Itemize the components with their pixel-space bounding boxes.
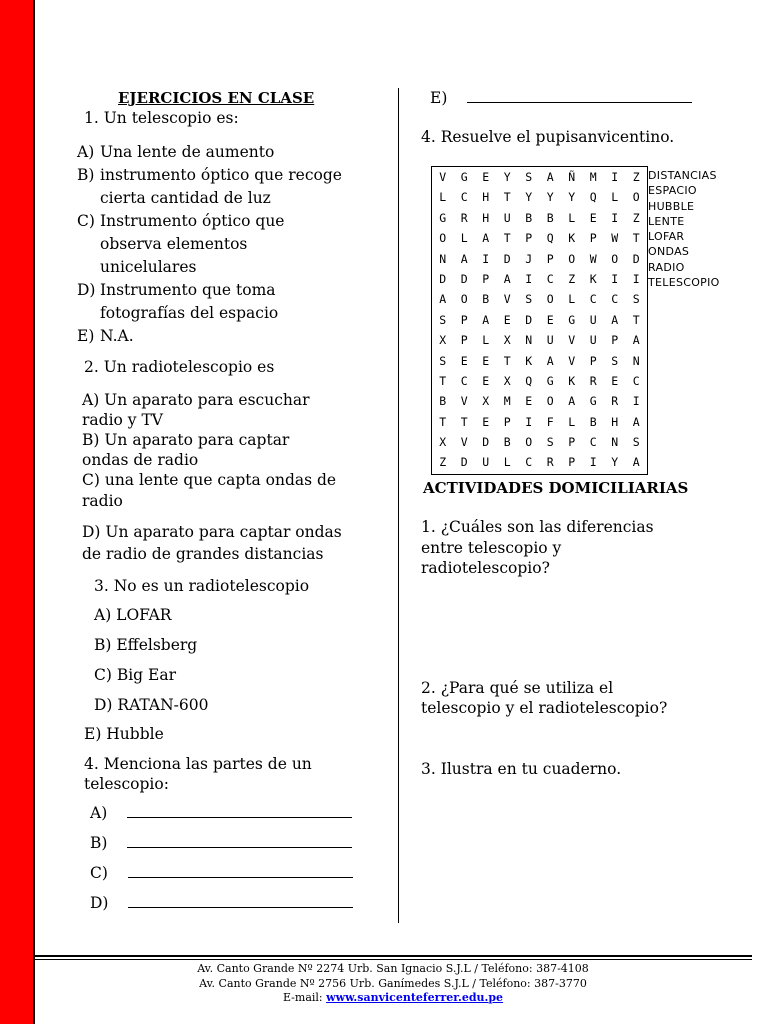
grid-cell[interactable]: E — [546, 312, 554, 327]
grid-cell[interactable]: S — [546, 435, 554, 450]
grid-row — [432, 228, 647, 248]
word-list-item: RADIO — [648, 260, 685, 274]
homework-2-cont: telescopio y el radiotelescopio? — [421, 699, 668, 717]
grid-cell[interactable]: V — [460, 394, 468, 409]
q1-option: D) Instrumento que toma — [77, 281, 276, 299]
grid-cell[interactable]: J — [525, 251, 533, 266]
section-title-class-exercises: EJERCICIOS EN CLASE — [118, 89, 315, 107]
grid-cell[interactable]: Q — [525, 373, 533, 388]
grid-cell[interactable]: Q — [546, 231, 554, 246]
q2-line: A) Un aparato para escuchar — [82, 391, 310, 409]
grid-row — [432, 391, 647, 411]
grid-cell[interactable]: Q — [589, 190, 597, 205]
grid-cell[interactable]: U — [589, 333, 597, 348]
q3-option: B) Effelsberg — [94, 636, 198, 654]
q1-option: observa elementos — [100, 235, 248, 253]
word-list-item: ESPACIO — [648, 184, 697, 198]
grid-cell[interactable]: D — [439, 271, 447, 286]
grid-cell[interactable]: P — [546, 251, 554, 266]
grid-cell[interactable]: S — [439, 353, 447, 368]
grid-cell[interactable]: O — [525, 435, 533, 450]
grid-cell[interactable]: E — [482, 170, 490, 184]
grid-cell[interactable]: L — [482, 333, 490, 348]
grid-cell[interactable]: L — [568, 210, 576, 225]
grid-cell[interactable]: N — [632, 353, 640, 368]
grid-cell[interactable]: P — [611, 333, 619, 348]
grid-cell[interactable]: E — [482, 414, 490, 429]
grid-cell[interactable]: K — [568, 373, 576, 388]
grid-cell[interactable]: R — [460, 210, 468, 225]
puzzle-title: 4. Resuelve el pupisanvicentino. — [421, 128, 675, 146]
grid-cell[interactable]: I — [611, 210, 619, 225]
grid-cell[interactable]: B — [546, 210, 554, 225]
grid-cell[interactable]: N — [525, 333, 533, 348]
grid-cell[interactable]: G — [460, 170, 468, 184]
grid-cell[interactable]: L — [568, 414, 576, 429]
grid-cell[interactable]: P — [589, 353, 597, 368]
grid-cell[interactable]: P — [460, 333, 468, 348]
grid-cell[interactable]: C — [546, 271, 554, 286]
grid-cell[interactable]: I — [589, 455, 597, 470]
grid-cell[interactable]: T — [503, 190, 511, 205]
grid-cell[interactable]: P — [525, 231, 533, 246]
grid-row — [432, 167, 647, 187]
grid-cell[interactable]: S — [632, 435, 640, 450]
grid-cell[interactable]: V — [439, 170, 447, 184]
grid-cell[interactable]: U — [546, 333, 554, 348]
grid-cell[interactable]: C — [611, 292, 619, 307]
grid-cell[interactable]: P — [568, 455, 576, 470]
grid-cell[interactable]: D — [482, 435, 490, 450]
q1-option: cierta cantidad de luz — [100, 189, 271, 207]
grid-cell[interactable]: I — [632, 271, 640, 286]
grid-cell[interactable]: C — [460, 373, 468, 388]
q1-option: unicelulares — [100, 258, 197, 276]
grid-cell[interactable]: Y — [611, 455, 619, 470]
question-1: 1. Un telescopio es: — [84, 109, 239, 127]
grid-row — [432, 452, 647, 472]
grid-cell[interactable]: H — [611, 414, 619, 429]
grid-cell[interactable]: E — [611, 373, 619, 388]
grid-cell[interactable]: W — [611, 231, 619, 246]
grid-cell[interactable]: Y — [568, 190, 576, 205]
question-2: 2. Un radiotelescopio es — [84, 358, 275, 376]
word-list-item: TELESCOPIO — [648, 276, 720, 290]
homework-1: 1. ¿Cuáles son las diferencias — [421, 518, 654, 536]
grid-cell[interactable]: T — [439, 373, 447, 388]
grid-cell[interactable]: P — [589, 231, 597, 246]
grid-cell[interactable]: L — [503, 455, 511, 470]
grid-row — [432, 432, 647, 452]
column-divider — [398, 88, 399, 923]
q1-option: C) Instrumento óptico que — [77, 212, 285, 230]
grid-cell[interactable]: O — [546, 292, 554, 307]
grid-cell[interactable]: P — [503, 414, 511, 429]
q2-line: radio y TV — [82, 411, 164, 429]
grid-cell[interactable]: T — [439, 414, 447, 429]
grid-row — [432, 330, 647, 350]
grid-cell[interactable]: B — [503, 435, 511, 450]
grid-cell[interactable]: V — [460, 435, 468, 450]
q1-option: fotografías del espacio — [100, 304, 279, 322]
grid-cell[interactable]: X — [439, 333, 447, 348]
grid-cell[interactable]: H — [482, 210, 490, 225]
grid-cell[interactable]: X — [503, 373, 511, 388]
grid-cell[interactable]: Z — [439, 455, 447, 470]
grid-cell[interactable]: E — [482, 373, 490, 388]
grid-cell[interactable]: A — [503, 271, 511, 286]
grid-cell[interactable]: S — [632, 292, 640, 307]
grid-cell[interactable]: O — [460, 292, 468, 307]
grid-cell[interactable]: R — [611, 394, 619, 409]
grid-cell[interactable]: O — [546, 394, 554, 409]
answer-blank-e[interactable]: E) — [430, 88, 692, 108]
footer-address-2: Av. Canto Grande Nº 2756 Urb. Ganímedes S.J.L / Teléfono: 387-3770 — [199, 977, 587, 990]
grid-cell[interactable]: G — [589, 394, 597, 409]
grid-cell[interactable]: B — [525, 210, 533, 225]
footer-rule — [34, 955, 752, 957]
grid-cell[interactable]: B — [439, 394, 447, 409]
word-list — [648, 168, 720, 290]
grid-cell[interactable]: G — [568, 312, 576, 327]
grid-cell[interactable]: U — [482, 455, 490, 470]
grid-cell[interactable]: T — [503, 231, 511, 246]
q2-line: radio — [82, 492, 123, 510]
grid-cell[interactable]: I — [525, 271, 533, 286]
grid-cell[interactable]: D — [503, 251, 511, 266]
grid-cell[interactable]: D — [525, 312, 533, 327]
grid-cell[interactable]: Z — [632, 210, 640, 225]
grid-cell[interactable]: G — [439, 210, 447, 225]
grid-cell[interactable]: O — [632, 190, 640, 205]
grid-cell[interactable]: P — [568, 435, 576, 450]
grid-cell[interactable]: P — [460, 312, 468, 327]
grid-cell[interactable]: A — [482, 312, 490, 327]
grid-cell[interactable]: E — [503, 312, 511, 327]
grid-cell[interactable]: V — [503, 292, 511, 307]
grid-cell[interactable]: V — [568, 353, 576, 368]
grid-cell[interactable]: I — [632, 394, 640, 409]
grid-cell[interactable]: I — [611, 271, 619, 286]
grid-cell[interactable]: A — [632, 333, 640, 348]
answer-blank-a[interactable]: A) — [90, 803, 352, 823]
grid-cell[interactable]: S — [525, 170, 533, 184]
word-list-item: HUBBLE — [648, 199, 695, 213]
grid-cell[interactable]: T — [460, 414, 468, 429]
grid-cell[interactable]: S — [525, 292, 533, 307]
grid-cell[interactable]: B — [589, 414, 597, 429]
q3-option: A) LOFAR — [94, 606, 172, 624]
grid-cell[interactable]: S — [439, 312, 447, 327]
grid-cell[interactable]: I — [611, 170, 619, 184]
grid-cell[interactable]: T — [632, 312, 640, 327]
grid-row — [432, 208, 647, 228]
question-4-cont: telescopio: — [84, 775, 169, 793]
grid-cell[interactable]: C — [589, 435, 597, 450]
answer-blank-d[interactable]: D) — [90, 893, 353, 913]
grid-cell[interactable]: H — [482, 190, 490, 205]
grid-row — [432, 412, 647, 432]
grid-row — [432, 249, 647, 269]
answer-blank-b[interactable]: B) — [90, 833, 352, 853]
word-list-item: ONDAS — [648, 245, 690, 259]
grid-cell[interactable]: I — [525, 414, 533, 429]
footer-email: E-mail: www.sanvicenteferrer.edu.pe — [282, 991, 504, 1004]
grid-cell[interactable]: R — [546, 455, 554, 470]
grid-cell[interactable]: L — [611, 190, 619, 205]
grid-cell[interactable]: X — [503, 333, 511, 348]
q2-line: C) una lente que capta ondas de — [82, 471, 337, 489]
grid-row — [432, 187, 647, 207]
grid-cell[interactable]: L — [568, 292, 576, 307]
grid-cell[interactable]: T — [632, 231, 640, 246]
grid-row — [432, 269, 647, 289]
homework-title: ACTIVIDADES DOMICILIARIAS — [423, 479, 689, 497]
grid-cell[interactable]: A — [460, 251, 468, 266]
grid-row — [432, 371, 647, 391]
homework-1-cont: entre telescopio y — [421, 539, 562, 557]
red-margin-bar — [0, 0, 35, 1024]
q2-line: D) Un aparato para captar ondas — [82, 523, 342, 541]
grid-cell[interactable]: D — [460, 455, 468, 470]
q2-line: ondas de radio — [82, 451, 199, 469]
grid-cell[interactable]: V — [568, 333, 576, 348]
grid-row — [432, 310, 647, 330]
grid-cell[interactable]: Ñ — [568, 170, 576, 184]
grid-cell[interactable]: T — [503, 353, 511, 368]
word-list-item: LOFAR — [648, 230, 685, 244]
grid-cell[interactable]: D — [632, 251, 640, 266]
q2-line: de radio de grandes distancias — [82, 545, 324, 563]
grid-cell[interactable]: A — [611, 312, 619, 327]
grid-cell[interactable]: K — [525, 353, 533, 368]
email-link[interactable]: www.sanvicenteferrer.edu.pe — [326, 991, 504, 1004]
grid-cell[interactable]: S — [611, 353, 619, 368]
q3-option: E) Hubble — [84, 725, 164, 743]
grid-cell[interactable]: D — [460, 271, 468, 286]
grid-cell[interactable]: C — [589, 292, 597, 307]
grid-cell[interactable]: Y — [546, 190, 554, 205]
grid-row — [432, 289, 647, 309]
footer-address-1: Av. Canto Grande Nº 2274 Urb. San Ignacio S.J.L / Teléfono: 387-4108 — [197, 962, 589, 975]
grid-cell[interactable]: F — [546, 414, 554, 429]
grid-cell[interactable]: O — [611, 251, 619, 266]
q3-option: D) RATAN-600 — [94, 696, 209, 714]
q3-option: C) Big Ear — [94, 666, 176, 684]
grid-cell[interactable]: P — [482, 271, 490, 286]
grid-cell[interactable]: R — [589, 373, 597, 388]
q2-line: B) Un aparato para captar — [82, 431, 290, 449]
q1-option: A) Una lente de aumento — [77, 143, 275, 161]
grid-cell[interactable]: B — [482, 292, 490, 307]
grid-cell[interactable]: Y — [525, 190, 533, 205]
grid-cell[interactable]: Z — [568, 271, 576, 286]
grid-cell[interactable]: N — [611, 435, 619, 450]
homework-2: 2. ¿Para qué se utiliza el — [421, 679, 614, 697]
grid-cell[interactable]: M — [503, 394, 511, 409]
grid-cell[interactable]: C — [632, 373, 640, 388]
grid-cell[interactable]: A — [546, 353, 554, 368]
grid-cell[interactable]: Z — [632, 170, 640, 184]
grid-cell[interactable]: E — [589, 210, 597, 225]
grid-cell[interactable]: G — [546, 373, 554, 388]
word-search-grid[interactable] — [431, 166, 648, 475]
grid-cell[interactable]: A — [632, 455, 640, 470]
grid-cell[interactable]: A — [568, 394, 576, 409]
grid-cell[interactable]: X — [482, 394, 490, 409]
grid-cell[interactable]: C — [460, 190, 468, 205]
grid-cell[interactable]: Y — [503, 170, 511, 184]
word-list-item: DISTANCIAS — [648, 169, 717, 182]
q1-option: B) instrumento óptico que recoge — [77, 166, 342, 184]
homework-1-cont: radiotelescopio? — [421, 559, 550, 577]
word-list-item: LENTE — [648, 214, 685, 228]
grid-cell[interactable]: C — [525, 455, 533, 470]
grid-cell[interactable]: L — [460, 231, 468, 246]
grid-cell[interactable]: L — [439, 190, 447, 205]
grid-cell[interactable]: U — [589, 312, 597, 327]
grid-cell[interactable]: A — [439, 292, 447, 307]
answer-blank-c[interactable]: C) — [90, 863, 353, 883]
grid-cell[interactable]: O — [568, 251, 576, 266]
grid-cell[interactable]: X — [439, 435, 447, 450]
grid-cell[interactable]: M — [589, 170, 597, 184]
grid-cell[interactable]: N — [439, 251, 447, 266]
question-3: 3. No es un radiotelescopio — [94, 577, 310, 595]
grid-cell[interactable]: W — [589, 251, 597, 266]
grid-cell[interactable]: O — [439, 231, 447, 246]
q1-option: E) N.A. — [77, 327, 134, 345]
grid-cell[interactable]: A — [546, 170, 554, 184]
question-4: 4. Menciona las partes de un — [84, 755, 312, 773]
grid-cell[interactable]: E — [482, 353, 490, 368]
grid-cell[interactable]: U — [503, 210, 511, 225]
homework-3: 3. Ilustra en tu cuaderno. — [421, 760, 622, 778]
grid-row — [432, 351, 647, 371]
grid-cell[interactable]: K — [589, 271, 597, 286]
grid-cell[interactable]: E — [525, 394, 533, 409]
grid-cell[interactable]: I — [482, 251, 490, 266]
grid-cell[interactable]: E — [460, 353, 468, 368]
grid-cell[interactable]: A — [632, 414, 640, 429]
footer-rule — [34, 959, 752, 960]
grid-cell[interactable]: A — [482, 231, 490, 246]
grid-cell[interactable]: K — [568, 231, 576, 246]
